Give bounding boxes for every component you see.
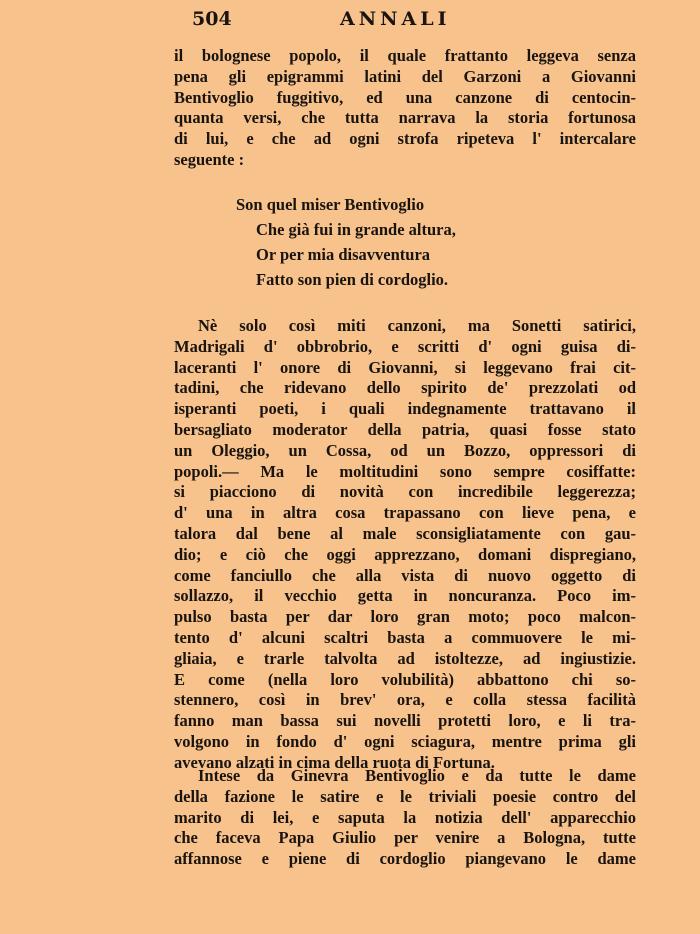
text-line: Intese da Ginevra Bentivoglio e da tutte le dame xyxy=(198,766,636,785)
text-line: marito di lei, e saputa la notizia dell' apparecchio xyxy=(174,807,636,827)
text-line: pena gli epigrammi latini del Garzoni a Giovanni xyxy=(174,66,636,86)
text-line: stennero, così in brev' ora, e colla stessa facilità xyxy=(174,690,636,710)
text-line: sollazzo, il vecchio getta in noncuranza. Poco im- xyxy=(174,586,636,606)
text-line: popoli.— Ma le moltitudini sono sempre cosiffatte: xyxy=(174,461,636,481)
verse-line: Son quel miser Bentivoglio xyxy=(236,195,425,214)
verse-stanza xyxy=(236,192,456,292)
text-line: avevano alzati in cima della ruota di Fortuna. xyxy=(174,752,495,772)
text-line: talora dal bene al male sconsigliatamente con gau- xyxy=(174,523,636,543)
text-line: che faceva Papa Giulio per venire a Bologna, tutte xyxy=(174,828,636,848)
text-line: un Oleggio, un Cossa, od un Bozzo, oppressori di xyxy=(174,440,636,460)
paragraph-1 xyxy=(174,46,636,171)
page-number: 504 xyxy=(192,8,232,30)
running-title: ANNALI xyxy=(340,8,451,30)
paragraph-3 xyxy=(174,766,636,870)
text-line: Madrigali d' obbrobrio, e scritti d' ogni guisa di- xyxy=(174,336,636,356)
text-line: volgono in fondo d' ogni sciagura, mentre prima gli xyxy=(174,731,636,751)
text-line: gliaia, e trarle talvolta ad istoltezze, ad ingiustizie. xyxy=(174,648,636,668)
verse-line: Fatto son pien di cordoglio. xyxy=(256,270,449,289)
paragraph-2 xyxy=(174,316,636,774)
text-line: laceranti l' onore di Giovanni, si leggevano frai cit- xyxy=(174,357,636,377)
text-line: tadini, che ridevano dello spirito de' prezzolati od xyxy=(174,378,636,398)
text-line: di lui, e che ad ogni strofa ripeteva l' intercalare xyxy=(174,129,636,149)
verse-line: Or per mia disavventura xyxy=(256,245,431,264)
text-line: E come (nella loro volubilità) abbattono chi so- xyxy=(174,669,636,689)
text-line: seguente : xyxy=(174,149,245,169)
text-line: dio; e ciò che oggi apprezzano, domani dispregiano, xyxy=(174,544,636,564)
text-line: affannose e piene di cordoglio piangevano le dame xyxy=(174,849,636,869)
text-line: Bentivoglio fuggitivo, ed una canzone di centocin- xyxy=(174,87,636,107)
text-line: il bolognese popolo, il quale frattanto leggeva senza xyxy=(174,46,636,65)
text-line: della fazione le satire e le triviali poesie contro del xyxy=(174,786,636,806)
page-header xyxy=(170,8,640,34)
text-line: tento d' alcuni scaltri basta a commuovere le mi- xyxy=(174,627,636,647)
text-line: si piacciono di novità con incredibile leggerezza; xyxy=(174,482,636,502)
text-line: come fanciullo che alla vista di nuovo oggetto di xyxy=(174,565,636,585)
text-line: quanta versi, che tutta narrava la storia fortunosa xyxy=(174,108,636,128)
text-line: fanno man bassa sui novelli protetti loro, e li tra- xyxy=(174,711,636,731)
text-line: d' una in altra cosa trapassano con lieve pena, e xyxy=(174,503,636,523)
text-line: bersagliato moderator della patria, quasi fosse stato xyxy=(174,419,636,439)
text-line: pulso basta per dar loro gran moto; poco malcon- xyxy=(174,607,636,627)
verse-line: Che già fui in grande altura, xyxy=(256,220,456,239)
text-line: isperanti poeti, i quali indegnamente trattavano il xyxy=(174,399,636,419)
text-line: Nè solo così miti canzoni, ma Sonetti satirici, xyxy=(198,316,636,335)
